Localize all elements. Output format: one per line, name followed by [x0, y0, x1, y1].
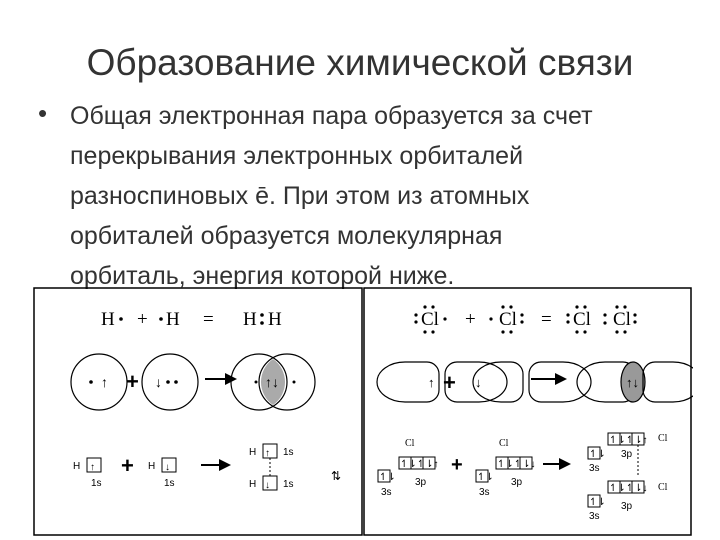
svg-text:↑↓: ↑↓ — [626, 375, 639, 390]
h-label: H — [249, 479, 257, 490]
h-label: H — [249, 447, 257, 458]
equals-sign: = — [541, 309, 552, 330]
h-label: H — [148, 461, 156, 472]
plus-sign: + — [465, 309, 476, 330]
cl-atom-symbol: Cl — [421, 309, 439, 330]
svg-text:+: + — [443, 370, 456, 395]
orbital-3p-label: 3p — [621, 501, 633, 512]
svg-text:+: + — [126, 369, 139, 394]
h-label: H — [73, 461, 81, 472]
bond-formation-figure — [33, 287, 693, 537]
bullet-marker: • — [38, 98, 48, 128]
equals-sign: = — [203, 309, 214, 330]
svg-text:↿⇂: ↿⇂ — [379, 472, 396, 483]
plus-sign: + — [137, 309, 148, 330]
paragraph-line: перекрывания электронных орбиталей — [70, 142, 524, 170]
svg-text:↿⇂↿⇂↑: ↿⇂↿⇂↑ — [400, 459, 439, 470]
paragraph-line: орбиталей образуется молекулярная — [70, 222, 503, 250]
chlorine-lewis-dots — [414, 305, 636, 333]
orbital-3p-label: 3p — [415, 477, 427, 488]
orbital-3p-label: 3p — [511, 477, 523, 488]
orbital-3s-label: 3s — [479, 487, 490, 498]
svg-text:+: + — [451, 454, 463, 476]
svg-text:↿⇂: ↿⇂ — [477, 472, 494, 483]
h-atom-symbol: H — [268, 309, 282, 330]
svg-text:↑: ↑ — [428, 375, 435, 390]
orbital-3s-label: 3s — [589, 511, 600, 522]
svg-text:↑: ↑ — [265, 448, 270, 459]
hydrogen-lewis-equation — [101, 309, 282, 330]
orbital-3s-label: 3s — [381, 487, 392, 498]
svg-text:↿⇂↿⇂↓: ↿⇂↿⇂↓ — [609, 483, 648, 494]
orbital-1s-label: 1s — [91, 478, 102, 489]
bullet-paragraph — [70, 96, 710, 296]
cl-atom-symbol: Cl — [499, 309, 517, 330]
cl-atom-symbol: Cl — [613, 309, 631, 330]
svg-text:↿⇂↿⇂↑: ↿⇂↿⇂↑ — [609, 435, 648, 446]
svg-text:↑: ↑ — [101, 374, 108, 390]
orbital-1s-label: 1s — [283, 479, 294, 490]
orbital-3s-label: 3s — [589, 463, 600, 474]
spin-symbol: ⇅ — [331, 469, 342, 483]
cl-label: Cl — [405, 438, 415, 449]
paragraph-line: разноспиновых ē. При этом из атомных — [70, 182, 530, 210]
svg-text:↿⇂: ↿⇂ — [589, 449, 606, 460]
svg-text:↿⇂: ↿⇂ — [589, 497, 606, 508]
h-atom-symbol: H — [243, 309, 257, 330]
svg-text:↓: ↓ — [475, 375, 482, 390]
svg-text:↿⇂↿⇂↓: ↿⇂↿⇂↓ — [497, 459, 536, 470]
chlorine-orbital-electrons — [428, 370, 639, 395]
orbital-3p-label: 3p — [621, 449, 633, 460]
paragraph-line: орбиталь, энергия которой ниже. — [70, 262, 455, 290]
svg-text:↓: ↓ — [155, 374, 162, 390]
chlorine-orbital-overlap — [377, 362, 693, 402]
h-atom-symbol: H — [101, 309, 115, 330]
cl-label: Cl — [658, 482, 668, 493]
h-atom-symbol: H — [166, 309, 180, 330]
hydrogen-orbital-diagram — [73, 444, 341, 491]
svg-text:↑↓: ↑↓ — [265, 374, 279, 390]
chlorine-lewis-equation — [421, 309, 631, 330]
slide-title: Образование химической связи — [86, 42, 634, 83]
paragraph-line: Общая электронная пара образуется за счет — [70, 102, 593, 130]
cl-label: Cl — [499, 438, 509, 449]
svg-text:↓: ↓ — [165, 462, 170, 473]
svg-text:+: + — [121, 453, 134, 478]
chlorine-panel — [364, 288, 691, 535]
orbital-1s-label: 1s — [283, 447, 294, 458]
svg-text:↑: ↑ — [90, 462, 95, 473]
cl-label: Cl — [658, 433, 668, 444]
orbital-1s-label: 1s — [164, 478, 175, 489]
cl-atom-symbol: Cl — [573, 309, 591, 330]
svg-text:↓: ↓ — [265, 480, 270, 491]
hydrogen-panel — [34, 288, 362, 535]
chlorine-orbital-diagram — [378, 433, 668, 522]
